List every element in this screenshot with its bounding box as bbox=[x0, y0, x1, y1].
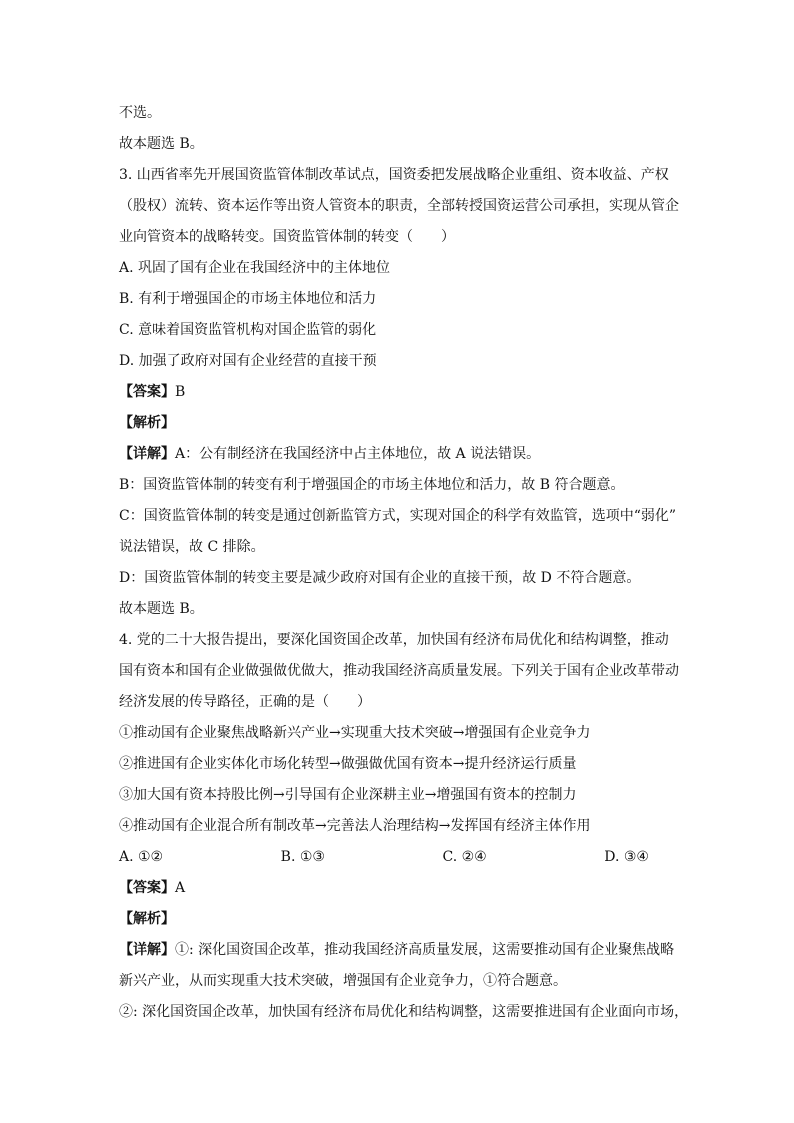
question-3-stem: 3. 山西省率先开展国资监管体制改革试点，国资委把发展战略企业重组、资本收益、产权 bbox=[119, 167, 669, 183]
answer-tag: 【答案】 bbox=[119, 880, 175, 896]
choice-b: B. ①③ bbox=[280, 849, 325, 865]
analysis-tag: 【解析】 bbox=[119, 911, 175, 927]
choice-d: D. ③④ bbox=[604, 849, 649, 865]
statement-2: ②推进国有企业实体化市场化转型→做强做优国有资本→提升经济运行质量 bbox=[119, 756, 577, 772]
detail-tag: 【详解】 bbox=[119, 446, 175, 462]
question-4-stem: 4. 党的二十大报告提出，要深化国资国企改革，加快国有经济布局优化和结构调整，推动 bbox=[119, 632, 669, 648]
answer-tag: 【答案】 bbox=[119, 384, 175, 400]
text-line: C：国资监管体制的转变是通过创新监管方式，实现对国企的科学有效监管，选项中“弱化” bbox=[119, 508, 677, 524]
statement-4: ④推动国有企业混合所有制改革→完善法人治理结构→发挥国有经济主体作用 bbox=[119, 818, 591, 834]
analysis-tag: 【解析】 bbox=[119, 415, 175, 431]
question-4-stem: 经济发展的传导路径，正确的是（ ） bbox=[119, 694, 371, 710]
text-line: 不选。 bbox=[119, 105, 161, 121]
analysis-line bbox=[119, 408, 684, 439]
detail-text: ①: 深化国资国企改革，推动我国经济高质量发展，这需要推动国有企业聚焦战略 bbox=[175, 942, 675, 958]
text-line: B：国资监管体制的转变有利于增强国企的市场主体地位和活力，故 B 符合题意。 bbox=[119, 477, 625, 493]
question-3-stem: 业向管资本的战略转变。国资监管体制的转变（ ） bbox=[119, 229, 455, 245]
answer-value: B bbox=[175, 384, 186, 400]
text-line: 说法错误，故 C 排除。 bbox=[119, 539, 265, 555]
statement-1: ①推动国有企业聚焦战略新兴产业→实现重大技术突破→增强国有企业竞争力 bbox=[119, 725, 591, 741]
answer-value: A bbox=[175, 880, 186, 896]
answer-line bbox=[119, 873, 684, 904]
detail-line bbox=[119, 935, 684, 966]
option-c: C. 意味着国资监管机构对国企监管的弱化 bbox=[119, 322, 377, 338]
detail-line bbox=[119, 439, 684, 470]
text-line: D：国资监管体制的转变主要是减少政府对国有企业的直接干预，故 D 不符合题意。 bbox=[119, 570, 641, 586]
detail-tag: 【详解】 bbox=[119, 942, 175, 958]
analysis-line bbox=[119, 904, 684, 935]
text-line: 故本题选 B。 bbox=[119, 136, 204, 152]
question-4-stem: 国有资本和国有企业做强做优做大，推动我国经济高质量发展。下列关于国有企业改革带动 bbox=[119, 663, 679, 679]
choice-row bbox=[119, 842, 649, 873]
option-d: D. 加强了政府对国有企业经营的直接干预 bbox=[119, 353, 377, 369]
option-a: A. 巩固了国有企业在我国经济中的主体地位 bbox=[119, 260, 391, 276]
detail-text: A：公有制经济在我国经济中占主体地位，故 A 说法错误。 bbox=[175, 446, 541, 462]
text-line: 故本题选 B。 bbox=[119, 601, 204, 617]
answer-line bbox=[119, 377, 684, 408]
text-line: 新兴产业，从而实现重大技术突破，增强国有企业竞争力，①符合题意。 bbox=[119, 973, 567, 989]
choice-c: C. ②④ bbox=[442, 849, 487, 865]
text-line: ②: 深化国资国企改革，加快国有经济布局优化和结构调整，这需要推进国有企业面向市场， bbox=[119, 1004, 689, 1020]
statement-3: ③加大国有资本持股比例→引导国有企业深耕主业→增强国有资本的控制力 bbox=[119, 787, 577, 803]
option-b: B. 有利于增强国企的市场主体地位和活力 bbox=[119, 291, 377, 307]
question-3-stem: （股权）流转、资本运作等出资人管资本的职责，全部转授国资运营公司承担，实现从管企 bbox=[119, 198, 679, 214]
choice-a: A. ①② bbox=[119, 849, 164, 865]
